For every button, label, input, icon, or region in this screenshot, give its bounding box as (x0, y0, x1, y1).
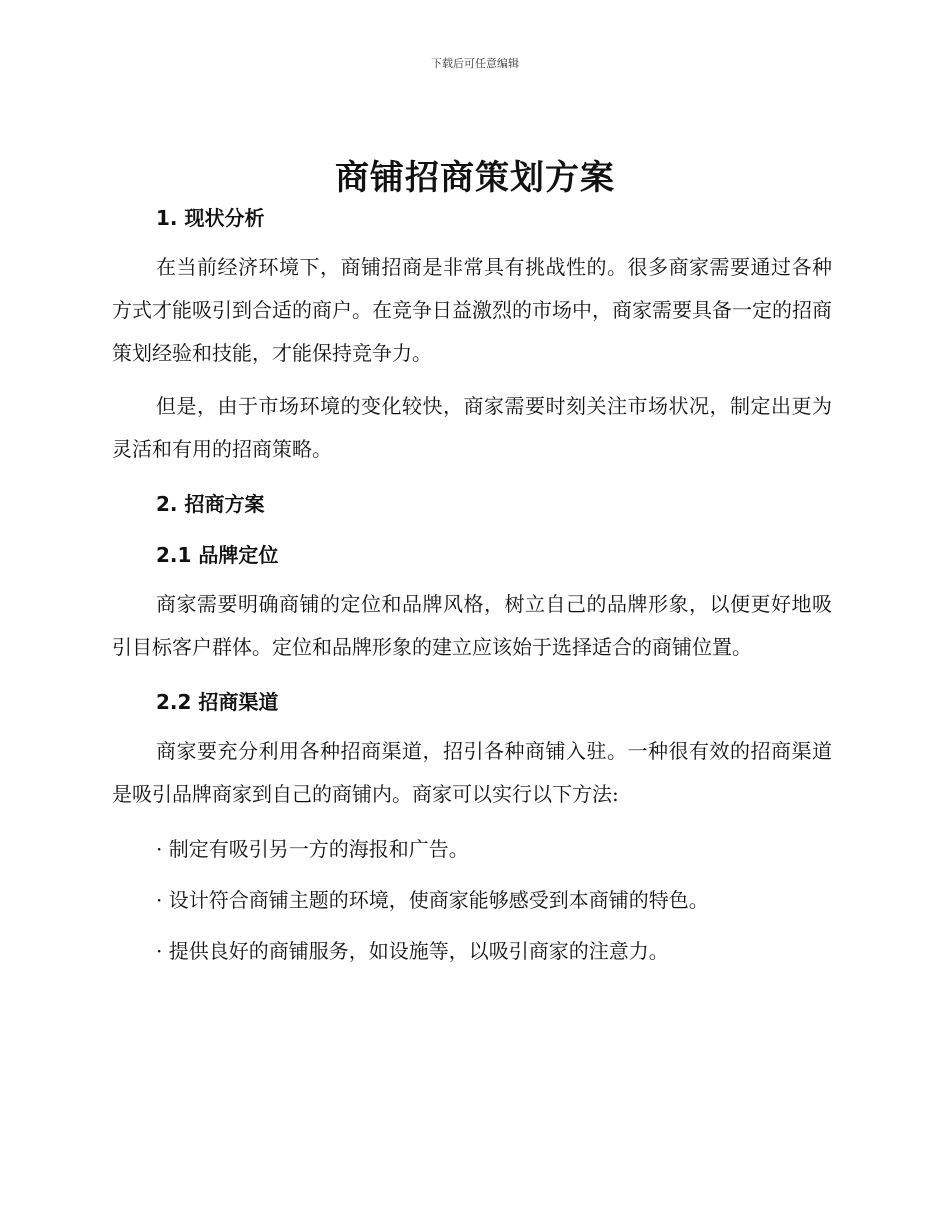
page-header: 下载后可任意编辑 (431, 57, 519, 70)
list-item: · 设计符合商铺主题的环境，使商家能够感受到本商铺的特色。 (156, 888, 709, 912)
document-title: 商铺招商策划方案 (335, 158, 615, 198)
paragraph-status-2: 但是，由于市场环境的变化较快，商家需要时刻关注市场状况，制定出更为灵活和有用的招商策略。 (112, 394, 832, 461)
section-heading-status: 1. 现状分析 (156, 206, 265, 230)
paragraph-channels: 商家要充分利用各种招商渠道，招引各种商铺入驻。一种很有效的招商渠道是吸引品牌商家到自己的商铺内。商家可以实行以下方法: (112, 739, 832, 806)
document-body (112, 200, 832, 969)
list-item: · 制定有吸引另一方的海报和广告。 (156, 837, 469, 861)
section-heading-brand-positioning: 2.1 品牌定位 (156, 543, 279, 567)
paragraph-status-1: 在当前经济环境下，商铺招商是非常具有挑战性的。很多商家需要通过各种方式才能吸引到合适的商户。在竞争日益激烈的市场中，商家需要具备一定的招商策划经验和技能，才能保持竞争力。 (112, 255, 832, 365)
section-heading-plan: 2. 招商方案 (156, 492, 265, 516)
paragraph-brand-positioning: 商家需要明确商铺的定位和品牌风格，树立自己的品牌形象，以便更好地吸引目标客户群体。定位和品牌形象的建立应该始于选择适合的商铺位置。 (112, 592, 832, 659)
list-item: · 提供良好的商铺服务，如设施等，以吸引商家的注意力。 (156, 939, 669, 963)
section-heading-channels: 2.2 招商渠道 (156, 690, 279, 714)
